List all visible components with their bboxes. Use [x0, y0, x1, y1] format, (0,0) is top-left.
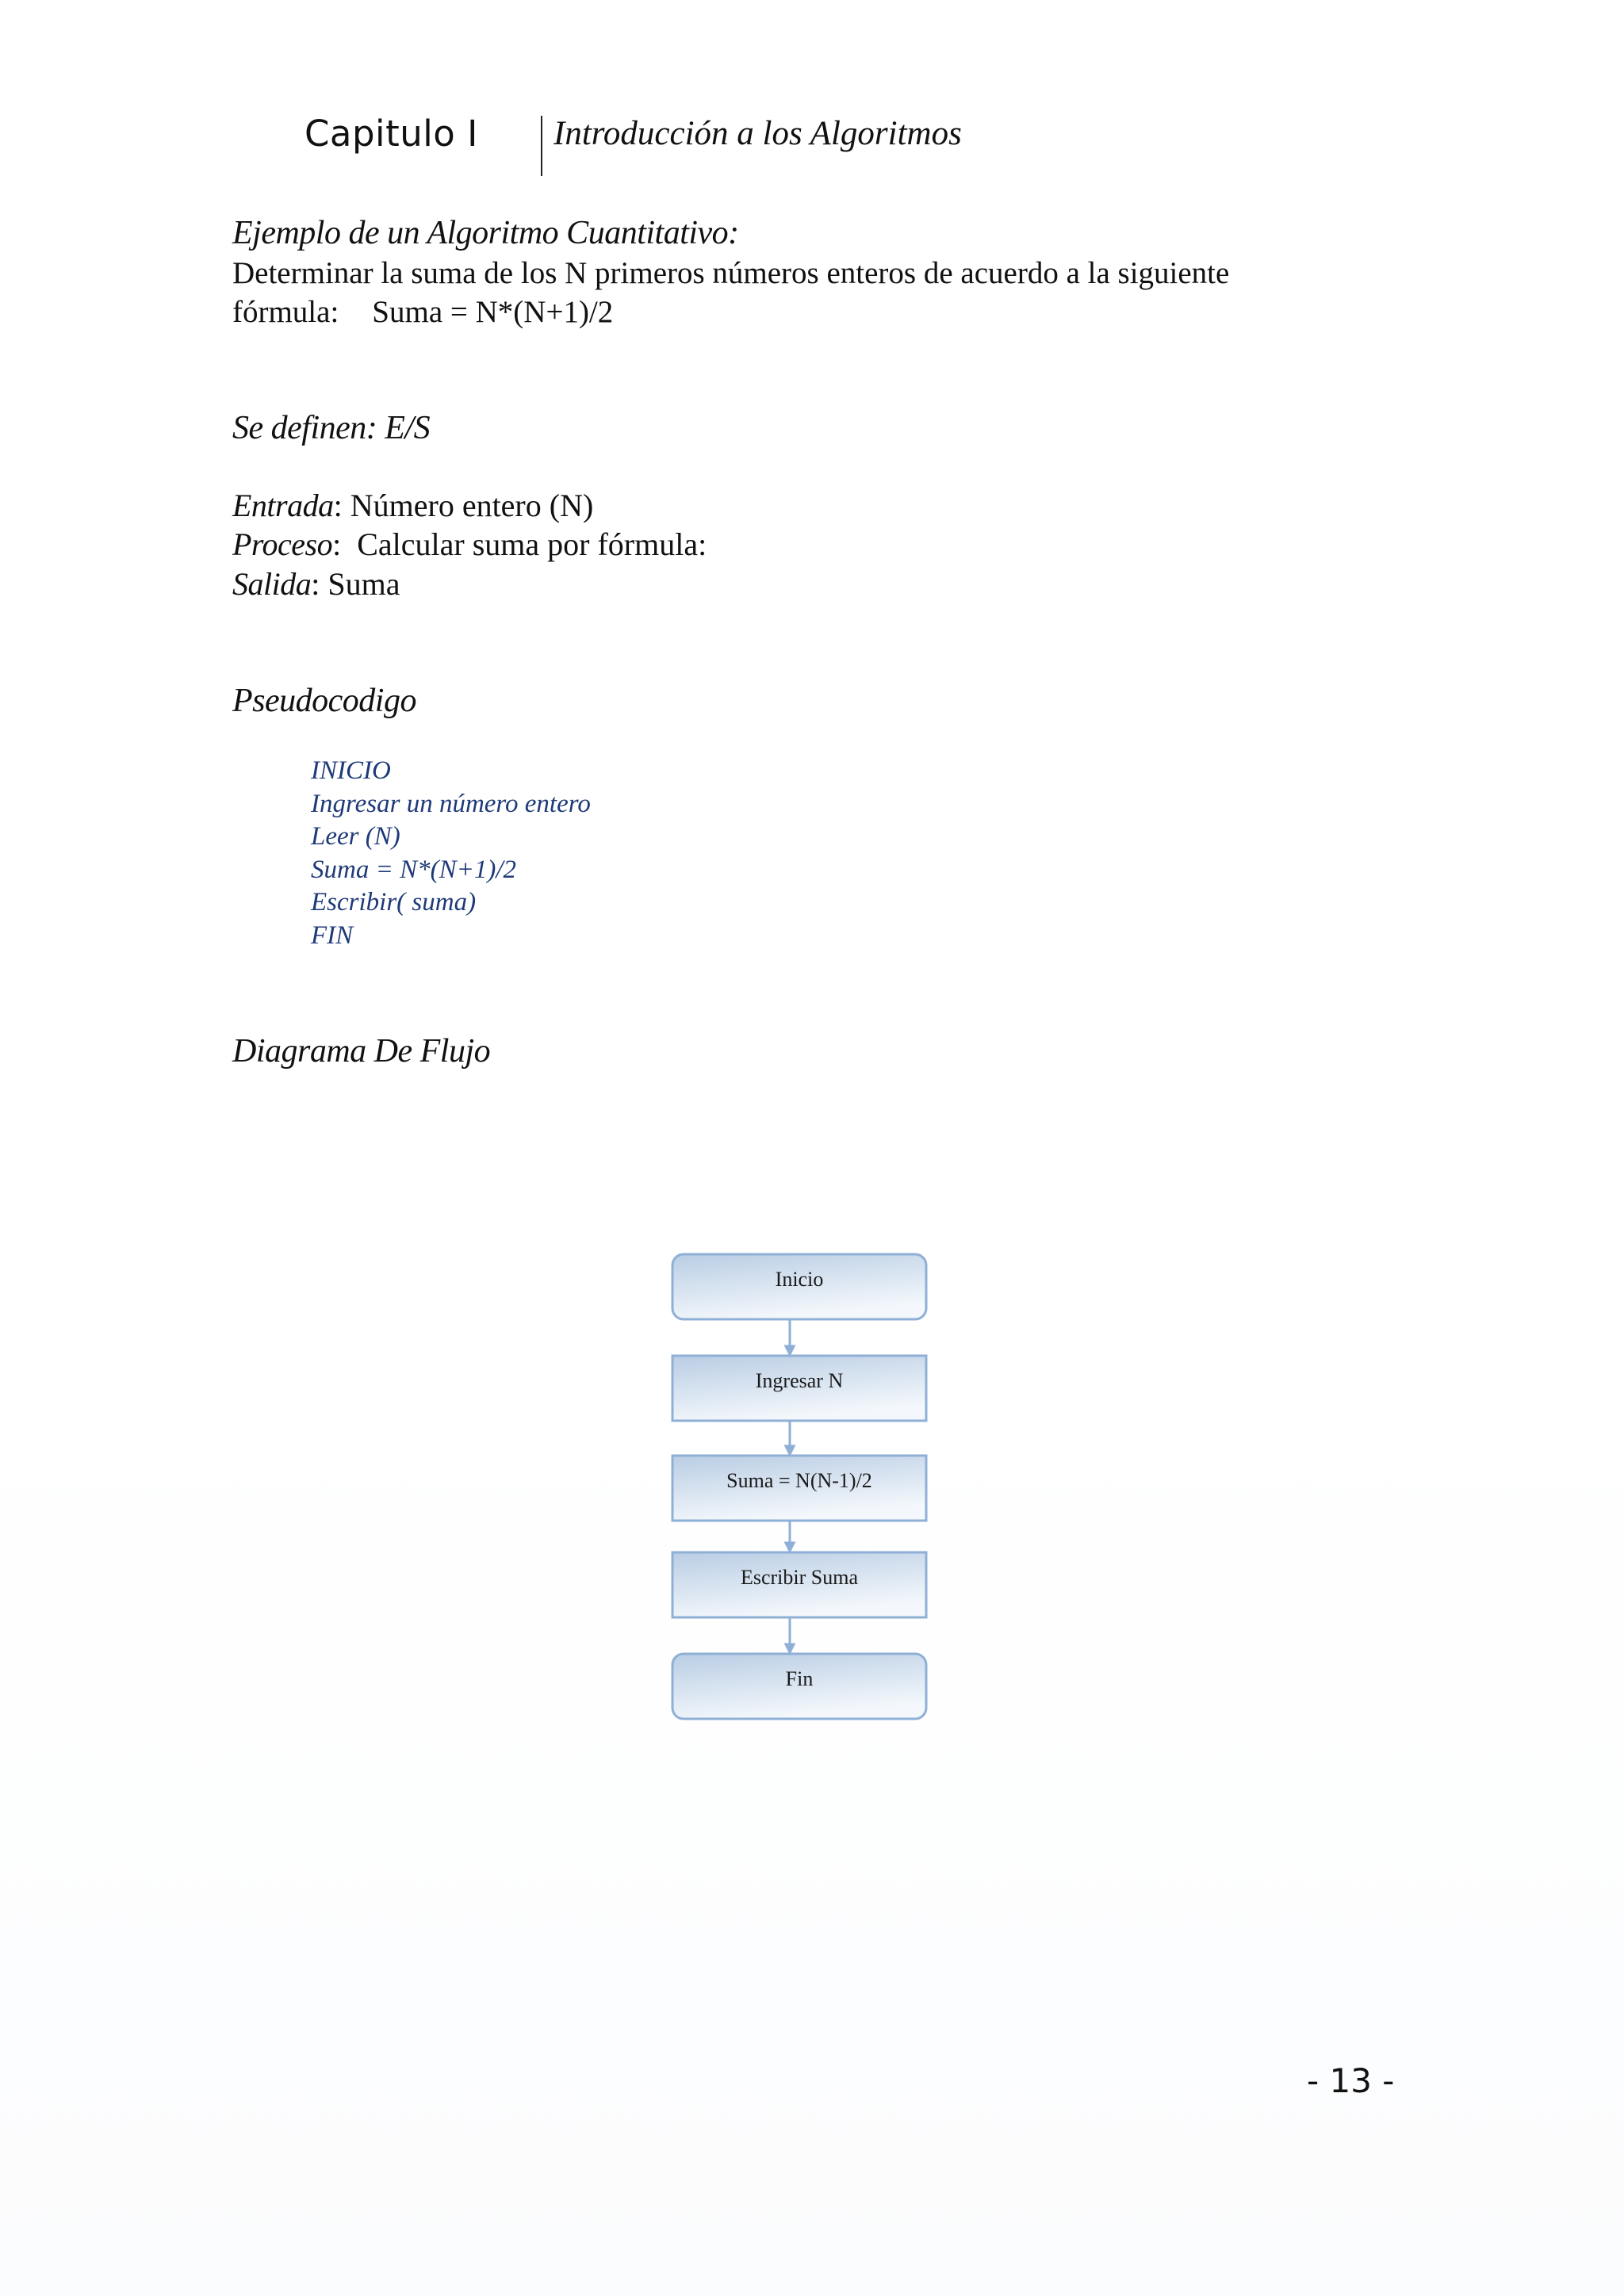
io-salida-key: Salida [232, 566, 312, 602]
flowchart-heading: Diagrama De Flujo [232, 1033, 491, 1070]
io-entrada-key: Entrada [232, 488, 334, 523]
pseudocode-line: INICIO [311, 756, 391, 785]
page-number: - 13 - [1307, 2061, 1395, 2100]
io-salida-value: : Suma [311, 566, 400, 602]
pseudocode-line: Escribir( suma) [311, 888, 477, 916]
io-entrada-value: : Número entero (N) [333, 488, 594, 523]
example-heading: Ejemplo de un Algoritmo Cuantitativo: [232, 215, 739, 251]
formula-label: fórmula: [232, 295, 339, 329]
flow-node-label: Inicio [775, 1268, 824, 1291]
pseudocode-line: Suma = N*(N+1)/2 [311, 855, 517, 884]
io-proceso-key: Proceso [232, 526, 333, 562]
flow-node-label: Ingresar N [755, 1369, 844, 1392]
flow-node-label: Suma = N(N-1)/2 [726, 1469, 872, 1492]
example-line-1: Determinar la suma de los N primeros números enteros de acuerdo a la siguiente [232, 256, 1230, 290]
io-proceso-value: : Calcular suma por fórmula: [332, 526, 707, 562]
formula-text: Suma = N*(N+1)/2 [372, 295, 614, 329]
flow-node-label: Fin [785, 1667, 814, 1690]
definitions-heading: Se definen: E/S [232, 410, 431, 446]
pseudocode-line: Ingresar un número entero [311, 789, 591, 818]
chapter-label: Capitulo I [304, 113, 478, 155]
pseudocode-line: FIN [311, 920, 354, 950]
flow-node-label: Escribir Suma [740, 1566, 859, 1589]
chapter-title: Introducción a los Algoritmos [553, 115, 962, 152]
pseudocode-heading: Pseudocodigo [232, 683, 416, 719]
pseudocode-line: Leer (N) [311, 822, 400, 851]
